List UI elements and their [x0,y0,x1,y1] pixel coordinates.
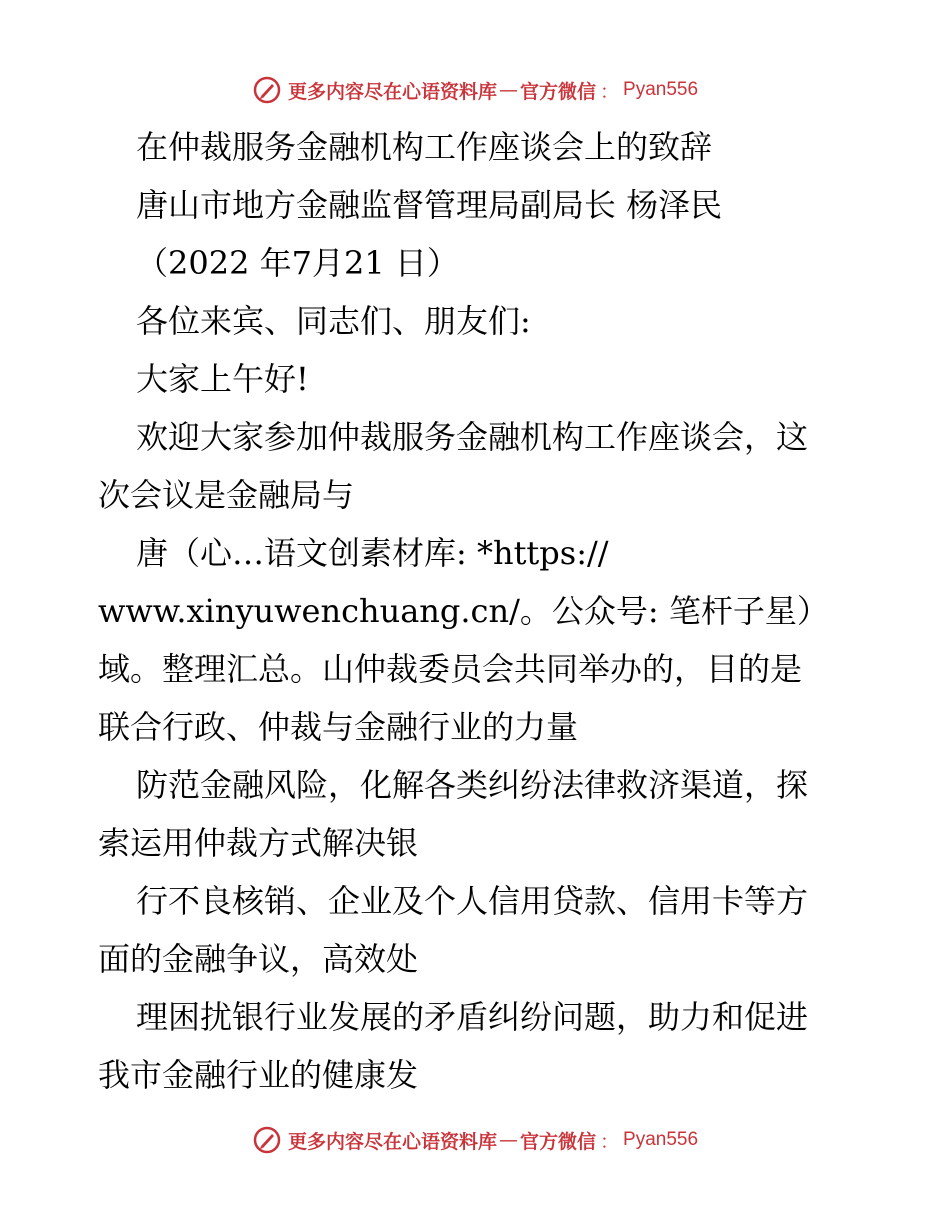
watermark-official: 官方微信 [519,1130,596,1153]
paragraph-line: 面的金融争议，高效处 [98,940,419,978]
watermark-dash: — [498,79,518,101]
footer-watermark [0,1120,950,1160]
doc-date: （2022 年7月21 日） [136,244,459,282]
paragraph-line: 行不良核销、企业及个人信用贷款、信用卡等方 [136,882,809,920]
watermark-colon: ： [600,1130,620,1153]
paragraph-line: 域。整理汇总。山仲裁委员会共同举办的，目的是 [98,650,803,688]
paragraph-line: 次会议是金融局与 [98,476,355,514]
paragraph-line: 欢迎大家参加仲裁服务金融机构工作座谈会，这 [136,418,809,456]
paragraph-line: 防范金融风险，化解各类纠纷法律救济渠道，探 [136,766,809,804]
pen-logo-icon [252,75,282,105]
watermark-wechat-id: Pyan556 [623,79,699,100]
header-watermark [0,70,950,110]
doc-salutation: 各位来宾、同志们、朋友们: [136,302,531,340]
paragraph-line: 联合行政、仲裁与金融行业的力量 [98,708,579,746]
doc-author: 唐山市地方金融监督管理局副局长 杨泽民 [136,186,723,224]
watermark-wechat-id: Pyan556 [623,1129,699,1150]
paragraph-line: 唐（心…语文创素材库: *https:// [136,534,609,572]
doc-greeting: 大家上午好! [136,360,309,398]
paragraph-line: 我市金融行业的健康发 [98,1056,419,1094]
watermark-colon: ： [600,80,620,103]
watermark-text: 更多内容尽在心语资料库 [287,80,497,103]
watermark-text: 更多内容尽在心语资料库 [287,1130,497,1153]
watermark-dash: — [498,1129,518,1151]
pen-logo-icon [252,1125,282,1155]
paragraph-line: www.xinyuwenchuang.cn/。公众号: 笔杆子星） [98,592,829,630]
doc-title: 在仲裁服务金融机构工作座谈会上的致辞 [136,128,713,166]
paragraph-line: 理困扰银行业发展的矛盾纠纷问题，助力和促进 [136,998,809,1036]
document-body [98,118,858,1104]
watermark-official: 官方微信 [519,80,596,103]
paragraph-line: 索运用仲裁方式解决银 [98,824,419,862]
